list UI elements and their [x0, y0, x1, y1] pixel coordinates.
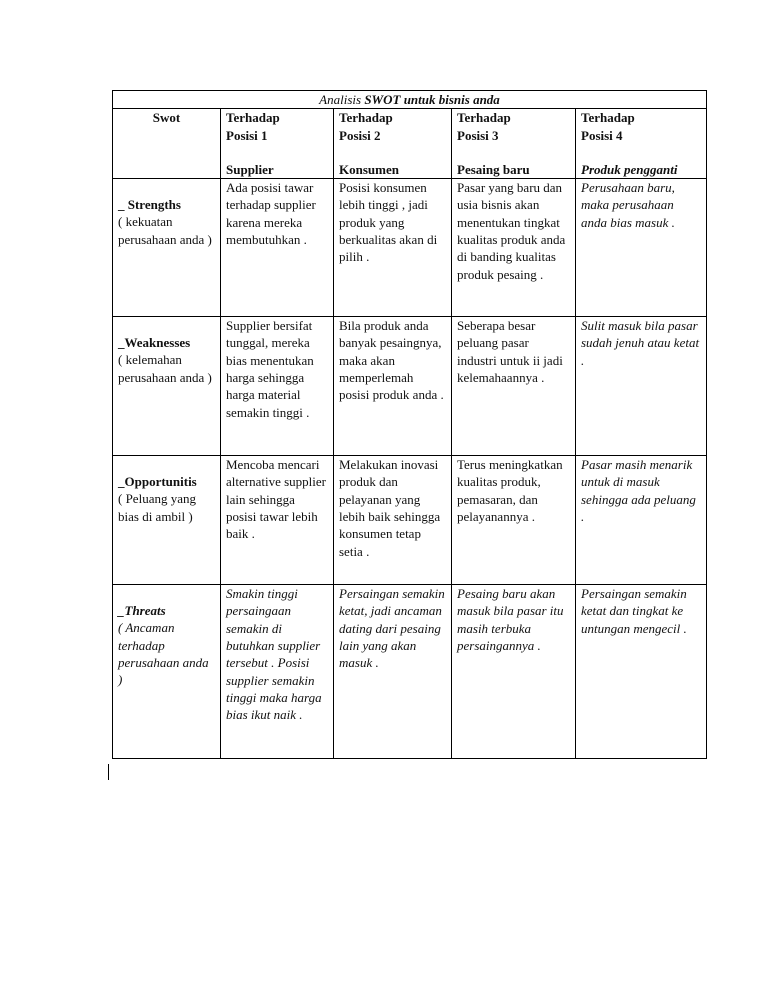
row-label-main: _ Strengths [118, 197, 181, 213]
row-label-sub: ( Peluang yang bias di ambil ) [118, 491, 196, 524]
table-title [113, 91, 707, 109]
row-label-sub: ( kelemahan perusahaan anda ) [118, 352, 212, 385]
table-cell: Pasar masih menarik untuk di masuk sehingga ada peluang . [576, 456, 707, 585]
table-cell: Persaingan semakin ketat, jadi ancaman dating dari pesaing lain yang akan masuk . [334, 585, 452, 759]
table-row-strengths [113, 179, 707, 317]
table-title-bold: SWOT untuk bisnis anda [364, 92, 500, 107]
table-cell: Pesaing baru akan masuk bila pasar itu masih terbuka persaingannya . [452, 585, 576, 759]
table-row-threats [113, 585, 707, 759]
table-cell: Posisi konsumen lebih tinggi , jadi produk yang berkualitas akan di pilih . [334, 179, 452, 317]
table-cell: Melakukan inovasi produk dan pelayanan yang lebih baik sehingga konsumen tetap setia . [334, 456, 452, 585]
header-position-3 [452, 109, 576, 179]
swot-table [112, 90, 707, 759]
table-cell: Mencoba mencari alternative supplier lain sehingga posisi tawar lebih baik . [221, 456, 334, 585]
header-line2: Posisi 4 [581, 127, 623, 143]
table-cell: Pasar yang baru dan usia bisnis akan menentukan tingkat kualitas produk anda di banding kualitas produk pesaing . [452, 179, 576, 317]
table-title-prefix: Analisis [319, 92, 362, 107]
header-line2: Posisi 3 [457, 127, 499, 143]
row-label-sub: ( kekuatan perusahaan anda ) [118, 214, 212, 247]
row-label-strengths [113, 179, 221, 317]
table-cell: Ada posisi tawar terhadap supplier karena mereka membutuhkan . [221, 179, 334, 317]
header-line1: Terhadap [226, 110, 280, 126]
header-line1: Terhadap [581, 110, 635, 126]
header-sub: Pesaing baru [457, 161, 530, 177]
row-label-opportunities [113, 456, 221, 585]
row-label-main: _Weaknesses [118, 335, 191, 351]
header-row [113, 109, 707, 179]
text-cursor [108, 764, 109, 780]
header-swot: Swot [113, 109, 221, 179]
header-line1: Terhadap [339, 110, 393, 126]
header-position-4 [576, 109, 707, 179]
row-label-main: _Opportunitis [118, 474, 197, 490]
header-line2: Posisi 1 [226, 127, 268, 143]
table-cell: Seberapa besar peluang pasar industri untuk ii jadi kelemahaannya . [452, 317, 576, 456]
header-sub: Produk pengganti [581, 161, 678, 177]
table-row-weaknesses [113, 317, 707, 456]
table-cell: Supplier bersifat tunggal, mereka bias menentukan harga sehingga harga material semakin tinggi . [221, 317, 334, 456]
row-label-threats [113, 585, 221, 759]
header-position-2 [334, 109, 452, 179]
row-label-main: _Threats [118, 603, 166, 619]
table-cell: Sulit masuk bila pasar sudah jenuh atau ketat . [576, 317, 707, 456]
header-line2: Posisi 2 [339, 127, 381, 143]
table-cell: Terus meningkatkan kualitas produk, pemasaran, dan pelayanannya . [452, 456, 576, 585]
table-cell: Perusahaan baru, maka perusahaan anda bias masuk . [576, 179, 707, 317]
header-line1: Terhadap [457, 110, 511, 126]
table-cell: Smakin tinggi persaingaan semakin di butuhkan supplier tersebut . Posisi supplier semakin tinggi maka harga bias ikut naik . [221, 585, 334, 759]
table-cell: Bila produk anda banyak pesaingnya, maka akan memperlemah posisi produk anda . [334, 317, 452, 456]
table-title-row [113, 91, 707, 109]
header-sub: Konsumen [339, 161, 399, 177]
table-row-opportunities [113, 456, 707, 585]
row-label-sub: ( Ancaman terhadap perusahaan anda ) [118, 620, 209, 688]
header-position-1 [221, 109, 334, 179]
header-sub: Supplier [226, 161, 274, 177]
table-cell: Persaingan semakin ketat dan tingkat ke untungan mengecil . [576, 585, 707, 759]
row-label-weaknesses [113, 317, 221, 456]
